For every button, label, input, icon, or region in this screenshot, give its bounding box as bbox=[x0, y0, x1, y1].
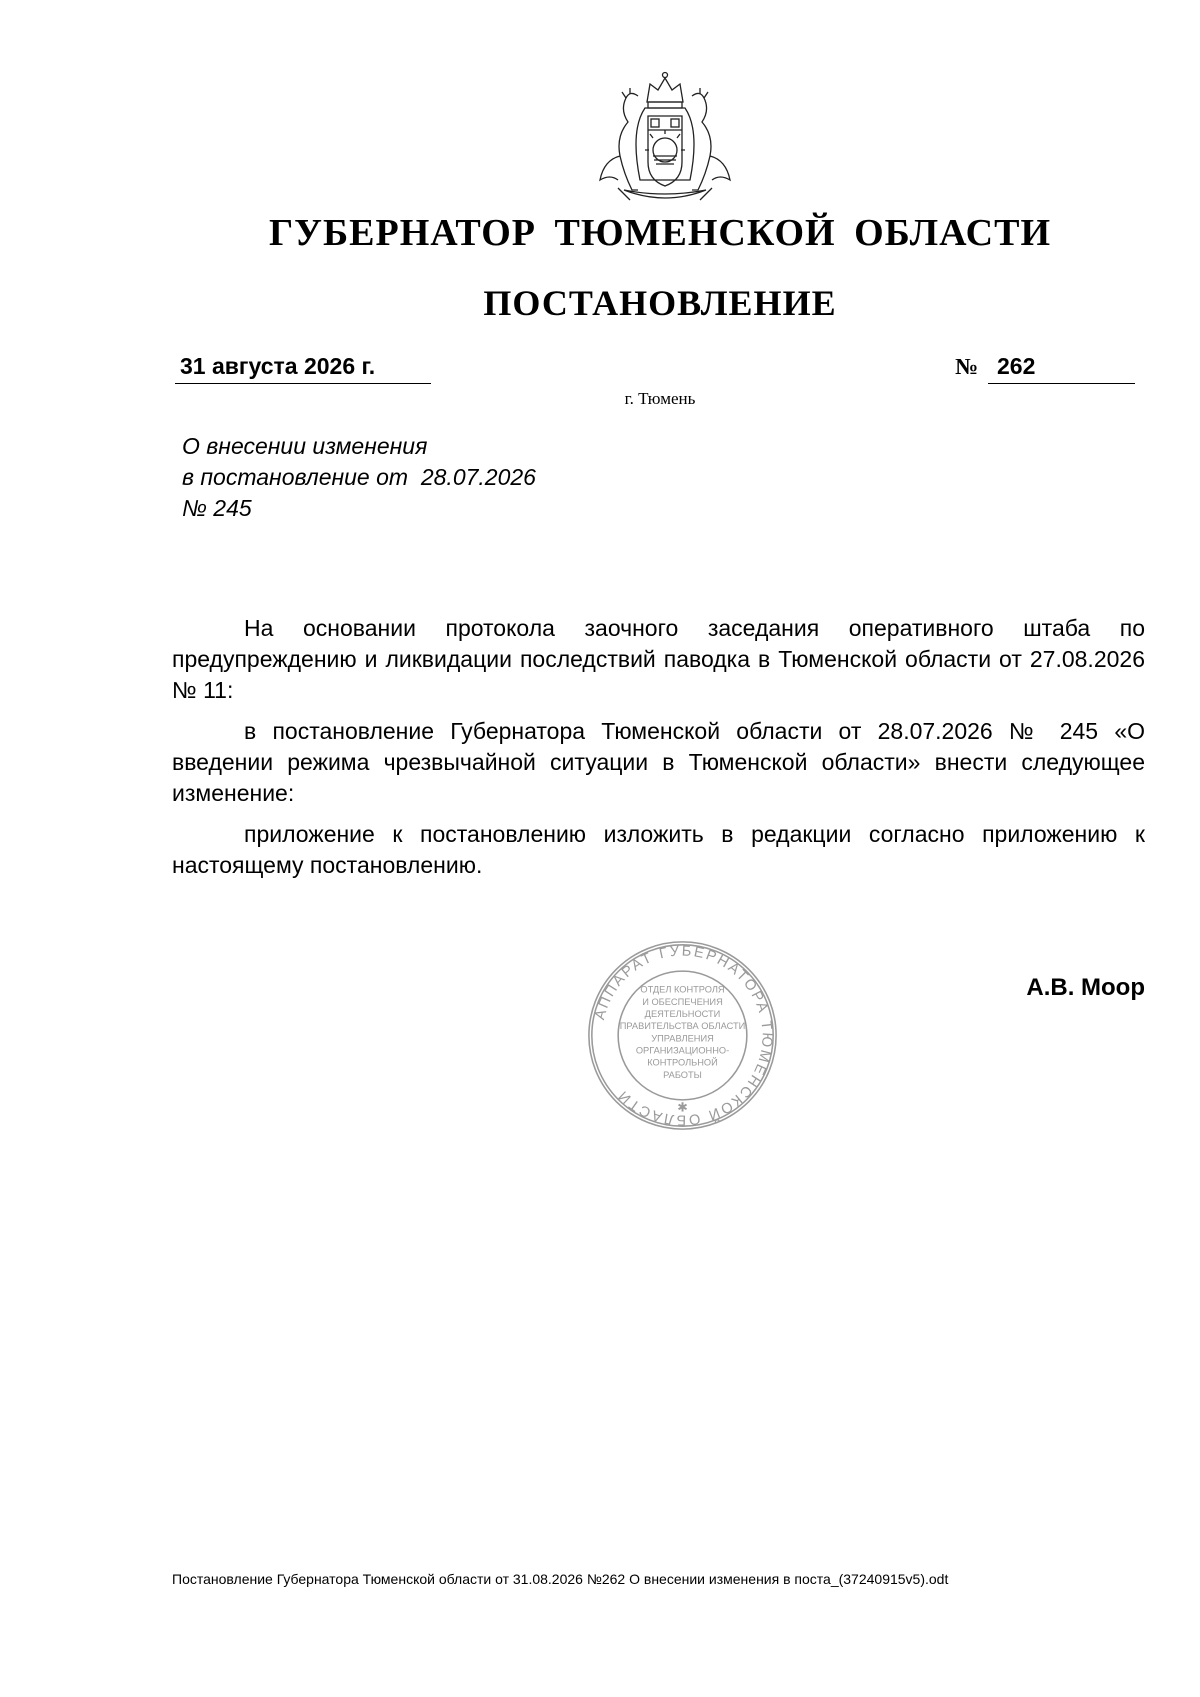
document-number-field bbox=[988, 353, 1135, 384]
signer-name: А.В. Моор bbox=[1026, 974, 1145, 1001]
stamp-inner-line: УПРАВЛЕНИЯ bbox=[651, 1033, 714, 1044]
body-paragraph: в постановление Губернатора Тюменской области от 28.07.2026 № 245 «О введении режима чрезвычайной ситуации в Тюменской области» внести следующее изменение: bbox=[172, 718, 1145, 806]
document-number: 262 bbox=[997, 353, 1036, 379]
stamp-ring-text: АППАРАТ ГУБЕРНАТОРА ТЮМЕНСКОЙ ОБЛАСТИ bbox=[592, 943, 775, 1128]
document-body bbox=[172, 613, 1145, 891]
document-subject bbox=[182, 431, 536, 524]
issue-city: г. Тюмень bbox=[624, 389, 696, 408]
star-icon: ✱ bbox=[677, 1099, 688, 1115]
stamp-inner-line: И ОБЕСПЕЧЕНИЯ bbox=[642, 996, 723, 1007]
document-type: ПОСТАНОВЛЕНИЕ bbox=[483, 283, 837, 323]
number-sign: № bbox=[955, 354, 979, 379]
document-date: 31 августа 2026 г. bbox=[180, 353, 376, 379]
coat-of-arms-icon bbox=[590, 70, 740, 210]
stamp-inner-line: ОТДЕЛ КОНТРОЛЯ bbox=[640, 984, 725, 995]
stamp-inner-line: РАБОТЫ bbox=[663, 1069, 702, 1080]
issuing-authority: ГУБЕРНАТОР ТЮМЕНСКОЙ ОБЛАСТИ bbox=[268, 212, 1052, 254]
stamp-inner-line: ДЕЯТЕЛЬНОСТИ bbox=[644, 1008, 721, 1019]
stamp-inner-line: ПРАВИТЕЛЬСТВА ОБЛАСТИ bbox=[619, 1021, 746, 1032]
subject-line: О внесении изменения bbox=[182, 433, 428, 459]
document-date-field bbox=[175, 353, 431, 384]
stamp-inner-line: ОРГАНИЗАЦИОННО- bbox=[635, 1045, 730, 1056]
official-stamp bbox=[585, 938, 780, 1133]
footer-filename: Постановление Губернатора Тюменской области от 31.08.2026 №262 О внесении изменения в поста_(37240915v5).odt bbox=[172, 1571, 949, 1587]
subject-line: № 245 bbox=[182, 495, 252, 521]
subject-line: в постановление от 28.07.2026 bbox=[182, 464, 536, 490]
body-paragraph: приложение к постановлению изложить в редакции согласно приложению к настоящему постановлению. bbox=[172, 821, 1145, 878]
stamp-inner-line: КОНТРОЛЬНОЙ bbox=[647, 1057, 718, 1068]
body-paragraph: На основании протокола заочного заседания оперативного штаба по предупреждению и ликвидации последствий паводка в Тюменской области от 27.08.2026 № 11: bbox=[172, 615, 1145, 703]
